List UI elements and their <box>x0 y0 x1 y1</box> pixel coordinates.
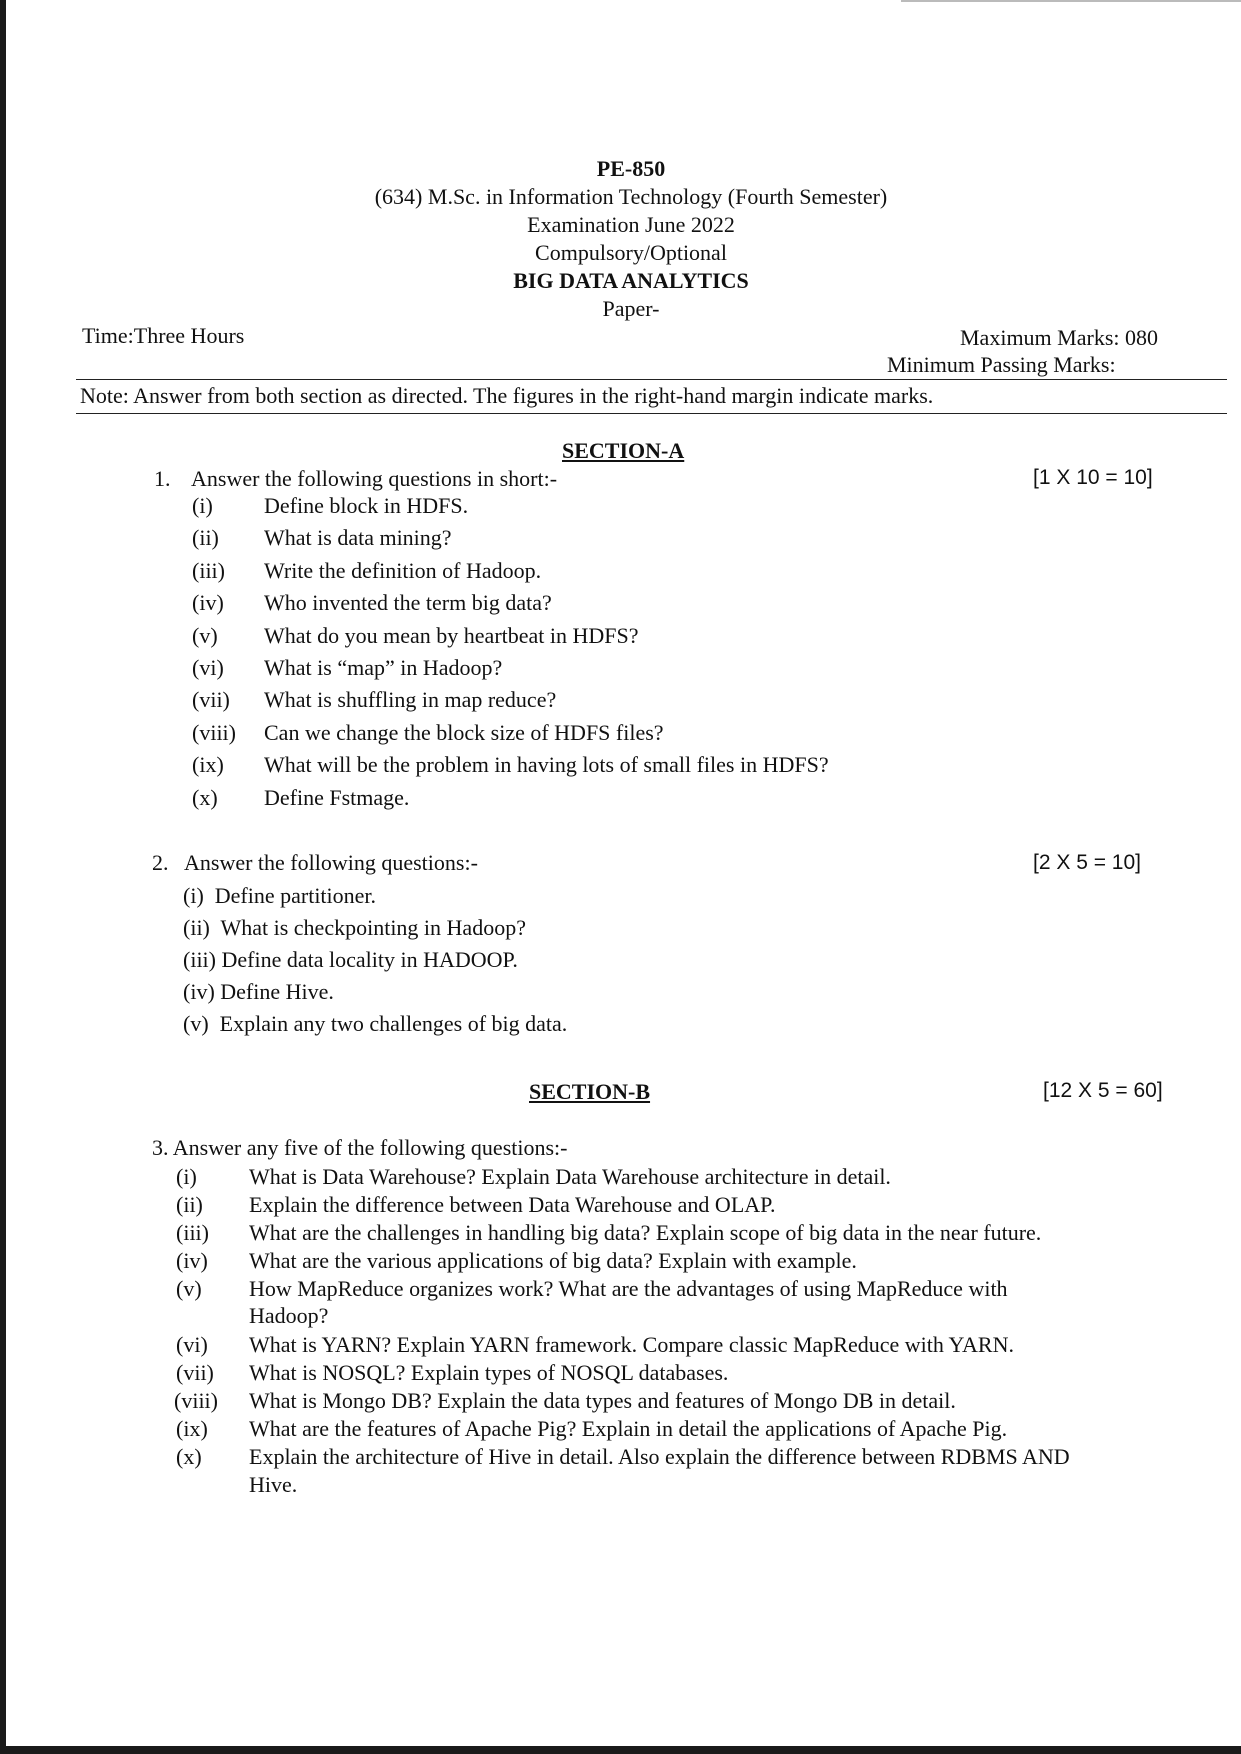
q1-item-number: (ix) <box>192 752 224 777</box>
q3-item-text: What is Mongo DB? Explain the data types and features of Mongo DB in detail. <box>249 1388 956 1413</box>
question-1-number: 1. <box>154 466 171 491</box>
q2-item: (iii) Define data locality in HADOOP. <box>183 947 518 972</box>
q1-item-text: Define Fstmage. <box>264 785 410 810</box>
subject-title: BIG DATA ANALYTICS <box>513 268 749 293</box>
instruction-note: Note: Answer from both section as directed. The figures in the right-hand margin indicate marks. <box>80 383 934 408</box>
q3-item-text: What is NOSQL? Explain types of NOSQL databases. <box>249 1360 729 1385</box>
q3-item-text-continued: Hive. <box>249 1472 298 1497</box>
section-b-title: SECTION-B <box>529 1079 651 1104</box>
q1-item-text: What do you mean by heartbeat in HDFS? <box>264 623 639 648</box>
question-1-text: Answer the following questions in short:- <box>191 466 558 491</box>
minimum-marks: Minimum Passing Marks: <box>887 352 1116 377</box>
q3-item-text: Explain the architecture of Hive in detail. Also explain the difference between RDBMS AND <box>249 1444 1070 1469</box>
q3-item-text-continued: Hadoop? <box>249 1303 329 1328</box>
q1-item-number: (x) <box>192 785 218 810</box>
q1-item-text: Define block in HDFS. <box>264 493 469 518</box>
scan-edge-top <box>901 0 1241 2</box>
q2-item: (i) Define partitioner. <box>183 883 377 908</box>
q3-item-text: What are the features of Apache Pig? Explain in detail the applications of Apache Pig. <box>249 1416 1008 1441</box>
course-title: (634) M.Sc. in Information Technology (Fourth Semester) <box>374 184 888 209</box>
q3-item-text: How MapReduce organizes work? What are the advantages of using MapReduce with <box>249 1276 1008 1301</box>
q3-item-number: (x) <box>176 1444 202 1469</box>
q3-item-text: What is Data Warehouse? Explain Data Warehouse architecture in detail. <box>249 1164 891 1189</box>
q1-item-number: (ii) <box>192 525 219 550</box>
q3-item-number: (ii) <box>176 1192 203 1217</box>
paper-label: Paper- <box>602 296 660 321</box>
q1-item-text: What is data mining? <box>264 525 452 550</box>
question-2-marks: [2 X 5 = 10] <box>1033 851 1141 874</box>
question-2-text: Answer the following questions:- <box>184 850 478 875</box>
q1-item-text: Who invented the term big data? <box>264 590 552 615</box>
question-1-marks: [1 X 10 = 10] <box>1033 466 1153 489</box>
q3-item-text: What are the various applications of big data? Explain with example. <box>249 1248 857 1273</box>
q1-item-text: What is “map” in Hadoop? <box>264 655 503 680</box>
q2-item: (iv) Define Hive. <box>183 979 334 1004</box>
q3-item-text: What are the challenges in handling big data? Explain scope of big data in the near future. <box>249 1220 1042 1245</box>
q3-item-number: (i) <box>176 1164 197 1189</box>
q1-item-text: Write the definition of Hadoop. <box>264 558 542 583</box>
exam-session: Examination June 2022 <box>527 212 735 237</box>
divider-top <box>76 379 1227 380</box>
q1-item-number: (v) <box>192 623 218 648</box>
question-2-number: 2. <box>152 850 169 875</box>
q2-item: (ii) What is checkpointing in Hadoop? <box>183 915 526 940</box>
q1-item-number: (iii) <box>192 558 225 583</box>
paper-code: PE-850 <box>596 156 666 181</box>
q3-item-number: (viii) <box>174 1388 218 1413</box>
section-b-marks: [12 X 5 = 60] <box>1043 1079 1163 1102</box>
q2-item: (v) Explain any two challenges of big data. <box>183 1011 568 1036</box>
q3-item-number: (vii) <box>176 1360 214 1385</box>
q1-item-number: (vi) <box>192 655 224 680</box>
divider-bottom <box>76 413 1227 414</box>
maximum-marks: Maximum Marks: 080 <box>960 325 1158 350</box>
q1-item-text: What will be the problem in having lots of small files in HDFS? <box>264 752 829 777</box>
q3-item-number: (ix) <box>176 1416 208 1441</box>
q3-item-number: (v) <box>176 1276 202 1301</box>
q3-item-text: Explain the difference between Data Warehouse and OLAP. <box>249 1192 776 1217</box>
q3-item-text: What is YARN? Explain YARN framework. Compare classic MapReduce with YARN. <box>249 1332 1014 1357</box>
q1-item-number: (vii) <box>192 687 230 712</box>
section-a-title: SECTION-A <box>562 438 685 463</box>
q1-item-number: (i) <box>192 493 213 518</box>
q1-item-number: (iv) <box>192 590 224 615</box>
q3-item-number: (vi) <box>176 1332 208 1357</box>
paper-type: Compulsory/Optional <box>535 240 727 265</box>
scan-edge-bottom <box>0 1746 1241 1754</box>
q1-item-text: What is shuffling in map reduce? <box>264 687 557 712</box>
time-allowed: Time:Three Hours <box>82 323 245 348</box>
q1-item-text: Can we change the block size of HDFS files? <box>264 720 664 745</box>
q3-item-number: (iii) <box>176 1220 209 1245</box>
q3-item-number: (iv) <box>176 1248 208 1273</box>
question-3-text: 3. Answer any five of the following questions:- <box>152 1135 568 1160</box>
q1-item-number: (viii) <box>192 720 236 745</box>
